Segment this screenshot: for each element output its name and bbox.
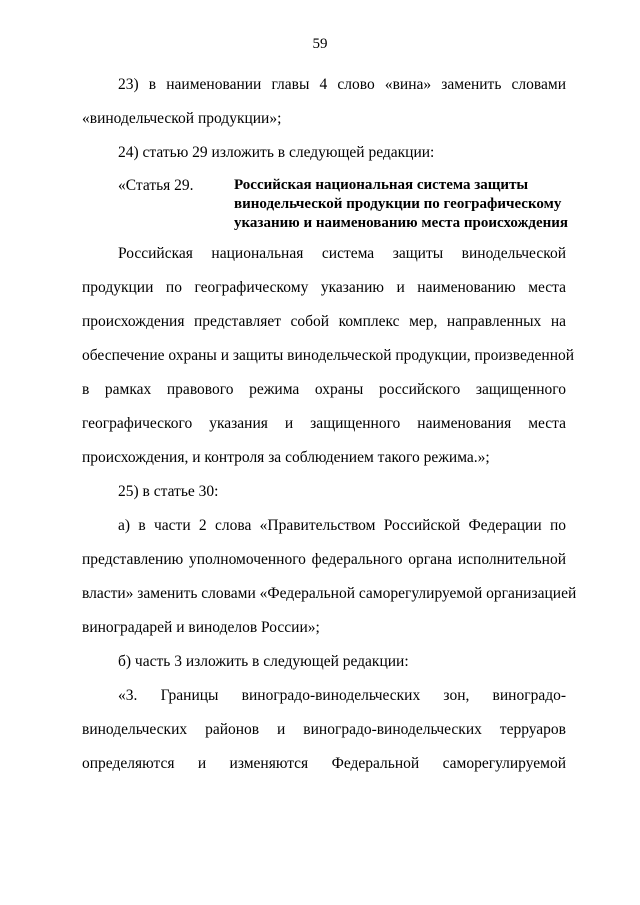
article-heading <box>82 176 569 233</box>
paragraph-item-25 <box>82 475 566 509</box>
text-line: Российская национальная система защиты винодельческой <box>118 245 566 262</box>
text-line: «винодельческой продукции»; <box>82 110 282 127</box>
paragraph-item-24 <box>82 136 566 170</box>
article-heading-prefix: «Статья 29. <box>118 177 194 194</box>
text-line: обеспечение охраны и защиты винодельческой продукции, произведенной <box>82 347 575 364</box>
paragraph-item-23 <box>82 68 566 136</box>
article-heading-title-line: Российская национальная система защиты <box>234 177 529 193</box>
document-body <box>82 68 577 781</box>
paragraph-subitem-b <box>82 645 566 679</box>
text-line: происхождения, и контроля за соблюдением такого режима.»; <box>82 449 490 466</box>
text-line: происхождения представляет собой комплекс мер, направленных на <box>82 313 566 330</box>
text-line: географического указания и защищенного наименования места <box>82 415 566 432</box>
text-line: 23) в наименовании главы 4 слово «вина» заменить словами <box>118 76 566 93</box>
text-line: в рамках правового режима охраны российского защищенного <box>82 381 566 398</box>
text-line: «3. Границы виноградо-винодельческих зон, виноградо- <box>118 687 566 704</box>
text-line: продукции по географическому указанию и наименованию места <box>82 279 566 296</box>
text-line: виноградарей и виноделов России»; <box>82 619 320 636</box>
text-line: 25) в статье 30: <box>118 483 219 500</box>
paragraph-part-3 <box>82 679 566 781</box>
paragraph-subitem-a <box>82 509 577 645</box>
text-line: определяются и изменяются Федеральной саморегулируемой <box>82 755 566 772</box>
text-line: представлению уполномоченного федерального органа исполнительной <box>82 551 566 568</box>
text-line: 24) статью 29 изложить в следующей редакции: <box>118 144 435 161</box>
page-number: 59 <box>312 36 328 52</box>
paragraph-article-body <box>82 237 575 475</box>
text-line: а) в части 2 слова «Правительством Российской Федерации по <box>118 517 566 534</box>
article-heading-title-line: винодельческой продукции по географическому <box>234 196 562 212</box>
text-line: б) часть 3 изложить в следующей редакции: <box>118 653 409 670</box>
article-heading-title-line: указанию и наименованию места происхождения <box>234 215 569 231</box>
text-line: власти» заменить словами «Федеральной саморегулируемой организацией <box>82 585 577 602</box>
text-line: винодельческих районов и виноградо-винодельческих терруаров <box>82 721 566 738</box>
